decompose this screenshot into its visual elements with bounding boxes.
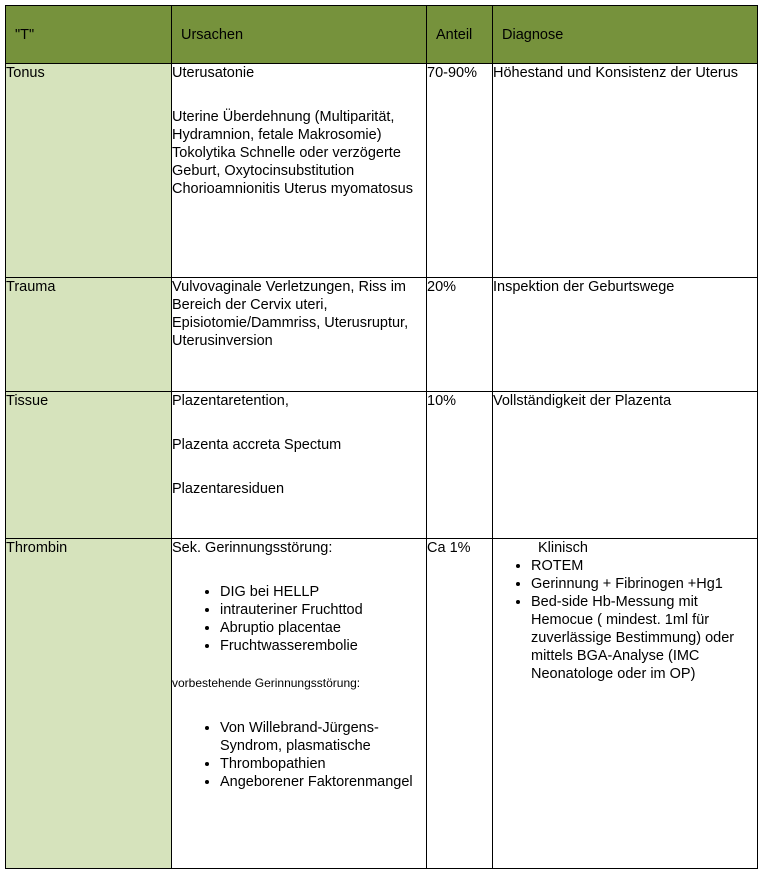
- header-ursachen: Ursachen: [172, 6, 427, 64]
- table-row-tonus: [6, 64, 758, 278]
- causes-thrombin: [172, 539, 427, 869]
- diagnosis-tissue: Vollständigkeit der Plazenta: [493, 392, 758, 539]
- list-item: • Gerinnung + Fibrinogen +Hg1: [531, 575, 757, 593]
- cause-subheading: vorbestehende Gerinnungsstörung:: [172, 676, 361, 690]
- table-row-thrombin: [6, 539, 758, 869]
- list-item: • ROTEM: [531, 557, 757, 575]
- diagnosis-thrombin: [493, 539, 758, 869]
- category-tissue: Tissue: [6, 392, 172, 539]
- cause-heading: Sek. Gerinnungsstörung:: [172, 540, 333, 556]
- list-item: • Abruptio placentae: [220, 619, 426, 637]
- list-item: • Angeborener Faktorenmangel: [220, 773, 426, 791]
- list-item: • intrauteriner Fruchttod: [220, 601, 426, 619]
- cause-list-acquired: [172, 583, 426, 655]
- list-item: • DIG bei HELLP: [220, 583, 426, 601]
- table-row-tissue: [6, 392, 758, 539]
- list-item: • Fruchtwasserembolie: [220, 637, 426, 655]
- cause-text: Plazentaretention,: [172, 393, 289, 409]
- diagnosis-heading: Klinisch: [538, 540, 588, 556]
- cause-text: Uterine Überdehnung (Multiparität, Hydramnion, fetale Makrosomie) Tokolytika Schnelle oder verzögerte Geburt, Oxytocinsubstitution Chorioamnionitis Uterus myomatosus: [172, 109, 413, 197]
- list-item: • Von Willebrand-Jürgens-Syndrom, plasmatische: [220, 719, 426, 755]
- list-item: • Bed-side Hb-Messung mit Hemocue ( mindest. 1ml für zuverlässige Bestimmung) oder mittels BGA-Analyse (IMC Neonatologe oder im OP): [531, 593, 757, 683]
- cause-list-preexisting: [172, 719, 426, 791]
- table-row-trauma: [6, 278, 758, 392]
- list-item: • Thrombopathien: [220, 755, 426, 773]
- header-row: [6, 6, 758, 64]
- causes-tissue: [172, 392, 427, 539]
- share-trauma: 20%: [427, 278, 493, 392]
- diagnosis-trauma: Inspektion der Geburtswege: [493, 278, 758, 392]
- category-tonus: Tonus: [6, 64, 172, 278]
- header-t: "T": [6, 6, 172, 64]
- cause-text: Plazentaresiduen: [172, 481, 285, 497]
- category-trauma: Trauma: [6, 278, 172, 392]
- share-tissue: 10%: [427, 392, 493, 539]
- share-tonus: 70-90%: [427, 64, 493, 278]
- category-thrombin: Thrombin: [6, 539, 172, 869]
- cause-text: Vulvovaginale Verletzungen, Riss im Bereich der Cervix uteri, Episiotomie/Dammriss, Uterusruptur, Uterusinversion: [172, 279, 409, 349]
- cause-text: Uterusatonie: [172, 65, 255, 81]
- diagnosis-tonus: Höhestand und Konsistenz der Uterus: [493, 64, 758, 278]
- diagnosis-list: [493, 557, 757, 683]
- four-t-table: [5, 5, 758, 869]
- causes-trauma: [172, 278, 427, 392]
- header-diagnose: Diagnose: [493, 6, 758, 64]
- share-thrombin: Ca 1%: [427, 539, 493, 869]
- header-anteil: Anteil: [427, 6, 493, 64]
- cause-text: Plazenta accreta Spectum: [172, 437, 342, 453]
- causes-tonus: [172, 64, 427, 278]
